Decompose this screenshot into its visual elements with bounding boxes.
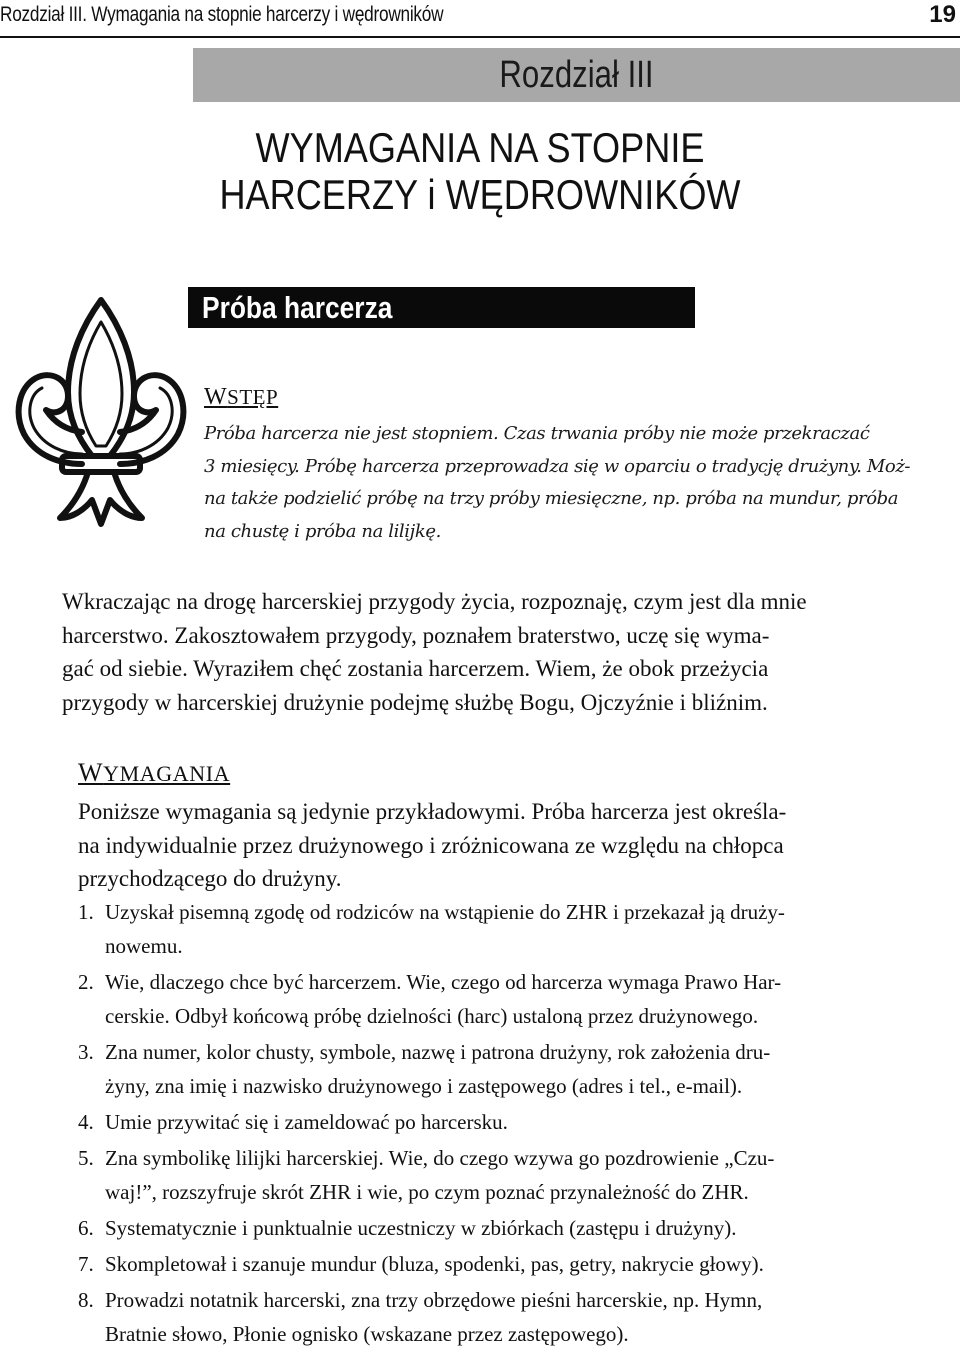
requirement-text-line: Prowadzi notatnik harcerski, zna trzy obrzędowe pieśni harcerskie, np. Hymn, [105, 1288, 763, 1312]
requirements-intro-line: Poniższe wymagania są jedynie przykładowymi. Próba harcerza jest określa- [78, 799, 787, 824]
requirement-number: 2. [78, 970, 94, 994]
requirement-item [78, 1247, 928, 1281]
requirement-number: 3. [78, 1040, 94, 1064]
requirement-text-line: żyny, zna imię i nazwisko drużynowego i zastępowego (adres i tel., e-mail). [105, 1074, 743, 1098]
requirements-intro [78, 795, 928, 896]
fleur-de-lis-icon [12, 296, 190, 528]
vow-line: Wkraczając na drogę harcerskiej przygody życia, rozpoznaję, czym jest dla mnie [62, 589, 807, 614]
running-header [0, 0, 960, 40]
intro-line: na także podzielić próbę na trzy próby miesięczne, np. próba na mundur, próba [204, 488, 899, 509]
section-banner [188, 287, 695, 328]
chapter-title [162, 124, 798, 218]
intro-line: na chustę i próba na lilijkę. [204, 520, 441, 542]
requirement-item [78, 1211, 928, 1245]
vow-paragraph [62, 585, 922, 719]
requirement-item [78, 1141, 928, 1209]
requirement-item [78, 1283, 928, 1351]
requirement-item [78, 1035, 928, 1103]
requirement-number: 7. [78, 1252, 94, 1276]
requirements-intro-line: przychodzącego do drużyny. [78, 866, 342, 891]
requirements-heading: WYMAGANIA [78, 758, 231, 787]
intro-line: Próba harcerza nie jest stopniem. Czas trwania próby nie może przekraczać [204, 423, 870, 444]
requirement-number: 6. [78, 1216, 94, 1240]
requirement-number: 8. [78, 1288, 94, 1312]
requirement-item [78, 1105, 928, 1139]
requirement-text-line: Wie, dlaczego chce być harcerzem. Wie, czego od harcerza wymaga Prawo Har- [105, 970, 782, 994]
requirement-number: 1. [78, 900, 94, 924]
header-rule [0, 36, 960, 38]
chapter-banner [193, 48, 960, 102]
chapter-label: Rozdział III [499, 54, 654, 96]
requirement-number: 4. [78, 1110, 94, 1134]
intro-heading: WSTĘP [204, 384, 279, 410]
vow-line: przygody w harcerskiej drużynie podejmę służbę Bogu, Ojczyźnie i bliźnim. [62, 689, 768, 715]
requirement-text-line: Zna numer, kolor chusty, symbole, nazwę i patrona drużyny, rok założenia dru- [105, 1040, 771, 1064]
requirement-text-line: Skompletował i szanuje mundur (bluza, spodenki, pas, getry, nakrycie głowy). [105, 1252, 764, 1276]
requirement-text-line: Bratnie słowo, Płonie ognisko (wskazane przez zastępowego). [105, 1322, 629, 1346]
chapter-title-line-1: WYMAGANIA NA STOPNIE [255, 124, 705, 171]
intro-line: 3 miesięcy. Próbę harcerza przeprowadza się w oparciu o tradycję drużyny. Moż- [204, 455, 911, 477]
requirement-item [78, 895, 928, 963]
section-title: Próba harcerza [202, 290, 393, 325]
vow-line: gać od siebie. Wyraziłem chęć zostania harcerzem. Wiem, że obok przeżycia [62, 656, 769, 681]
requirement-text-line: Zna symbolikę lilijki harcerskiej. Wie, do czego wzywa go pozdrowienie „Czu- [105, 1146, 775, 1170]
requirement-number: 5. [78, 1146, 94, 1170]
vow-line: harcerstwo. Zakosztowałem przygody, poznałem braterstwo, uczę się wyma- [62, 622, 770, 648]
requirement-text-line: waj!”, rozszyfruje skrót ZHR i wie, po czym poznać przynależność do ZHR. [105, 1180, 749, 1204]
requirements-intro-line: na indywidualnie przez drużynowego i zróżnicowana ze względu na chłopca [78, 832, 784, 858]
requirement-text-line: Uzyskał pisemną zgodę od rodziców na wstąpienie do ZHR i przekazał ją druży- [105, 900, 785, 924]
chapter-title-line-2: HARCERZY i WĘDROWNIKÓW [219, 171, 741, 218]
running-title: Rozdział III. Wymagania na stopnie harcerzy i wędrowników [0, 3, 444, 26]
intro-paragraph [204, 418, 929, 548]
requirement-item [78, 965, 928, 1033]
page-number: 19 [929, 1, 956, 28]
requirement-text-line: Systematycznie i punktualnie uczestniczy w zbiórkach (zastępu i drużyny). [105, 1216, 737, 1240]
requirement-text-line: Umie przywitać się i zameldować po harcersku. [105, 1110, 508, 1134]
requirements-list [78, 895, 928, 1353]
requirement-text-line: cerskie. Odbył końcową próbę dzielności (harc) ustaloną przez drużynowego. [105, 1004, 759, 1028]
requirement-text-line: nowemu. [105, 934, 183, 958]
